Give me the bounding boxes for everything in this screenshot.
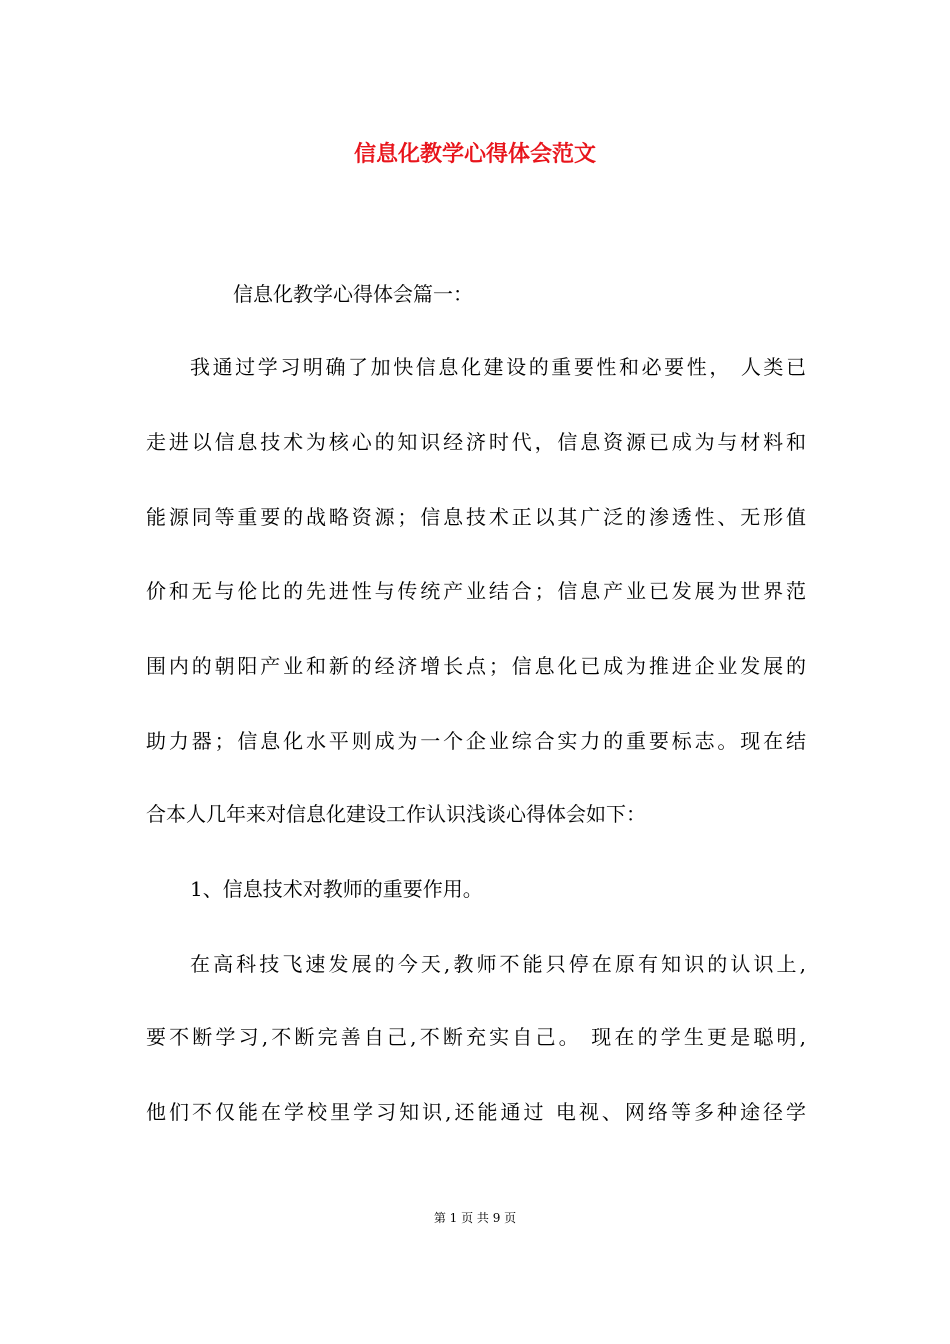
paragraph-line: 走进以信息技术为核心的知识经济时代，信息资源已成为与材料和 [146, 430, 806, 454]
section-heading: 信息化教学心得体会篇一： [233, 282, 473, 306]
paragraph-line: 合本人几年来对信息化建设工作认识浅谈心得体会如下： [146, 802, 646, 826]
paragraph-line: 价和无与伦比的先进性与传统产业结合；信息产业已发展为世界范 [146, 579, 806, 603]
paragraph-line: 我通过学习明确了加快信息化建设的重要性和必要性， 人类已 [190, 355, 806, 379]
paragraph-line: 围内的朝阳产业和新的经济增长点；信息化已成为推进企业发展的 [146, 654, 806, 678]
paragraph-line: 在高科技飞速发展的今天,教师不能只停在原有知识的认识上, [190, 952, 806, 976]
paragraph-line: 助力器；信息化水平则成为一个企业综合实力的重要标志。现在结 [146, 729, 806, 753]
paragraph-line: 他们不仅能在学校里学习知识,还能通过 电视、网络等多种途径学 [146, 1100, 806, 1124]
paragraph-line: 要不断学习,不断完善自己,不断充实自己。 现在的学生更是聪明, [146, 1025, 806, 1049]
numbered-heading: 1、信息技术对教师的重要作用。 [190, 877, 483, 901]
paragraph-line: 能源同等重要的战略资源；信息技术正以其广泛的渗透性、无形值 [146, 505, 806, 529]
document-title: 信息化教学心得体会范文 [353, 141, 596, 167]
page-number: 第 1 页 共 9 页 [433, 1211, 517, 1225]
